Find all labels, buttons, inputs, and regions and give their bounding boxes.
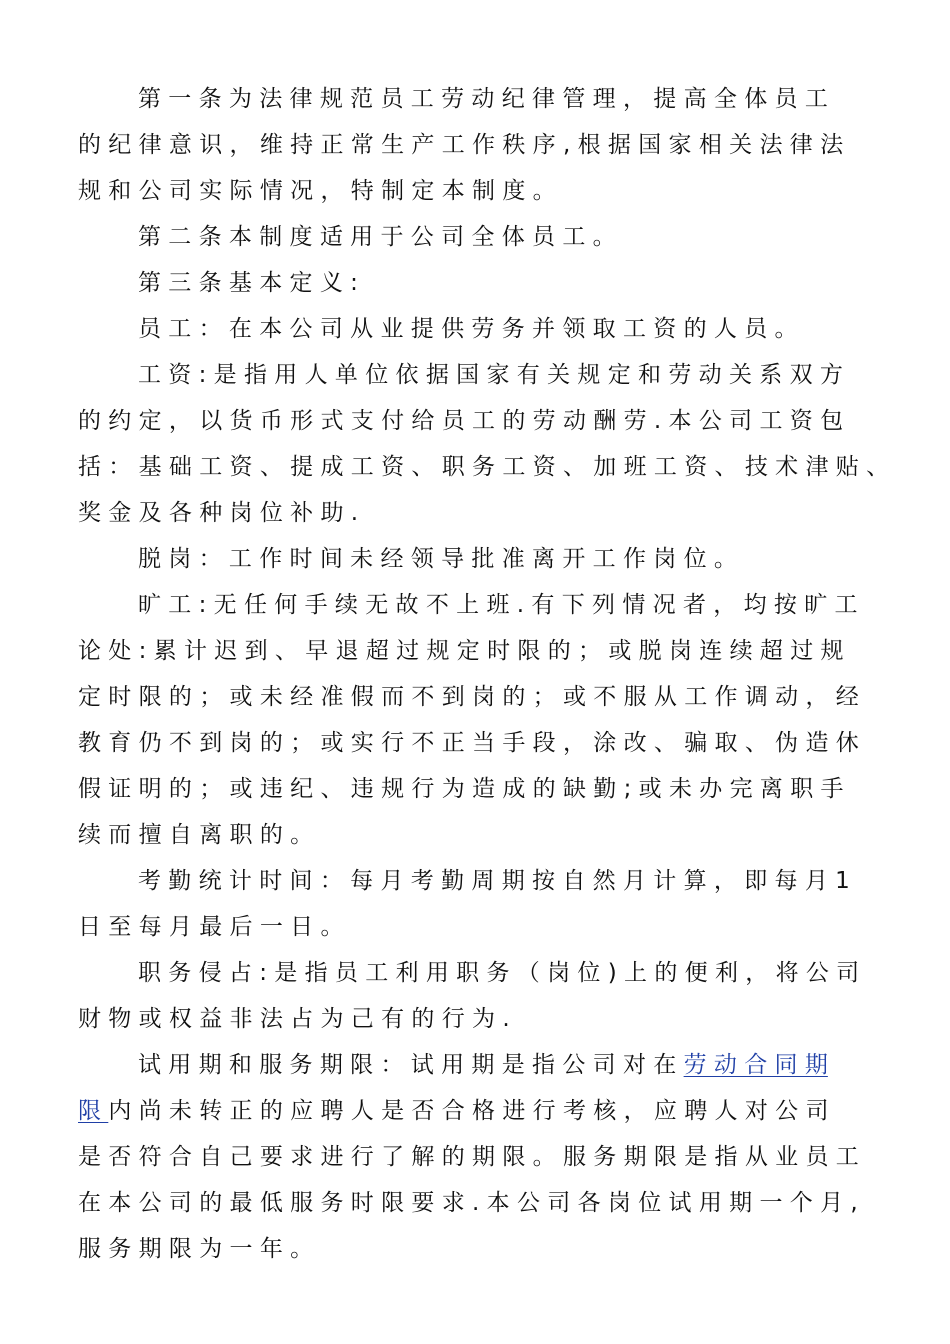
text-line: 括 ： 基 础 工 资 、 提 成 工 资 、 职 务 工 资 、 加 班 工 资 、 技 术 津 贴 、 [78, 454, 890, 480]
text-line: 定 时 限 的 ； 或 未 经 准 假 而 不 到 岗 的 ； 或 不 服 从 工 作 调 动 ， 经 [78, 684, 859, 710]
labor-contract-term-link[interactable]: 劳 动 合 同 期 [683, 1052, 828, 1078]
text-line: 服 务 期 限 为 一 年 。 [78, 1236, 314, 1262]
text-line: 规 和 公 司 实 际 情 况 ， 特 制 定 本 制 度 。 [78, 178, 556, 204]
text-line: 第 三 条 基 本 定 义 : [138, 270, 358, 296]
text-line: 第 二 条 本 制 度 适 用 于 公 司 全 体 员 工 。 [138, 224, 616, 250]
text-line: 在 本 公 司 的 最 低 服 务 时 限 要 求 . 本 公 司 各 岗 位 试 用 期 一 个 月 , [78, 1190, 858, 1216]
text-line: 的 约 定 ， 以 货 币 形 式 支 付 给 员 工 的 劳 动 酬 劳 . 本 公 司 工 资 包 [78, 408, 844, 434]
text-line: 教 育 仍 不 到 岗 的 ； 或 实 行 不 正 当 手 段 ， 涂 改 、 骗 取 、 伪 造 休 [78, 730, 859, 756]
text-line: 工 资 : 是 指 用 人 单 位 依 据 国 家 有 关 规 定 和 劳 动 关 系 双 方 [138, 362, 843, 388]
text-line: 续 而 擅 自 离 职 的 。 [78, 822, 314, 848]
text-line: 是 否 符 合 自 己 要 求 进 行 了 解 的 期 限 。 服 务 期 限 是 指 从 业 员 工 [78, 1144, 859, 1170]
text-line: 第 一 条 为 法 律 规 范 员 工 劳 动 纪 律 管 理 ， 提 高 全 体 员 工 [138, 86, 828, 112]
text-line: 奖 金 及 各 种 岗 位 补 助 . [78, 500, 359, 526]
text-line [138, 1050, 828, 1080]
text-line: 考 勤 统 计 时 间 ： 每 月 考 勤 周 期 按 自 然 月 计 算 ， 即 每 月 1 [138, 868, 850, 894]
text-line: 脱 岗 ： 工 作 时 间 未 经 领 导 批 准 离 开 工 作 岗 位 。 [138, 546, 737, 572]
text-line: 假 证 明 的 ； 或 违 纪 、 违 规 行 为 造 成 的 缺 勤 ; 或 未 办 完 离 职 手 [78, 776, 844, 802]
text-line: 的 纪 律 意 识 ， 维 持 正 常 生 产 工 作 秩 序 , 根 据 国 家 相 关 法 律 法 [78, 132, 844, 158]
trial-text: 试 用 期 和 服 务 期 限 ： 试 用 期 是 指 公 司 对 在 [138, 1052, 684, 1078]
text-line [78, 1096, 828, 1126]
text-line: 员 工 ： 在 本 公 司 从 业 提 供 劳 务 并 领 取 工 资 的 人 员 。 [138, 316, 798, 342]
text-line: 论 处 : 累 计 迟 到 、 早 退 超 过 规 定 时 限 的 ； 或 脱 岗 连 续 超 过 规 [78, 638, 844, 664]
text-line: 旷 工 : 无 任 何 手 续 无 故 不 上 班 . 有 下 列 情 况 者 ， 均 按 旷 工 [138, 592, 858, 618]
text-line: 财 物 或 权 益 非 法 占 为 己 有 的 行 为 . [78, 1006, 510, 1032]
text-line: 职 务 侵 占 : 是 指 员 工 利 用 职 务 （ 岗 位 ) 上 的 便 利 ， 将 公 司 [138, 960, 860, 986]
trial-text: 内 尚 未 转 正 的 应 聘 人 是 否 合 格 进 行 考 核 ， 应 聘 人 对 公 司 [108, 1098, 829, 1124]
labor-contract-term-link-continued[interactable]: 限 [78, 1098, 109, 1124]
text-line: 日 至 每 月 最 后 一 日 。 [78, 914, 344, 940]
